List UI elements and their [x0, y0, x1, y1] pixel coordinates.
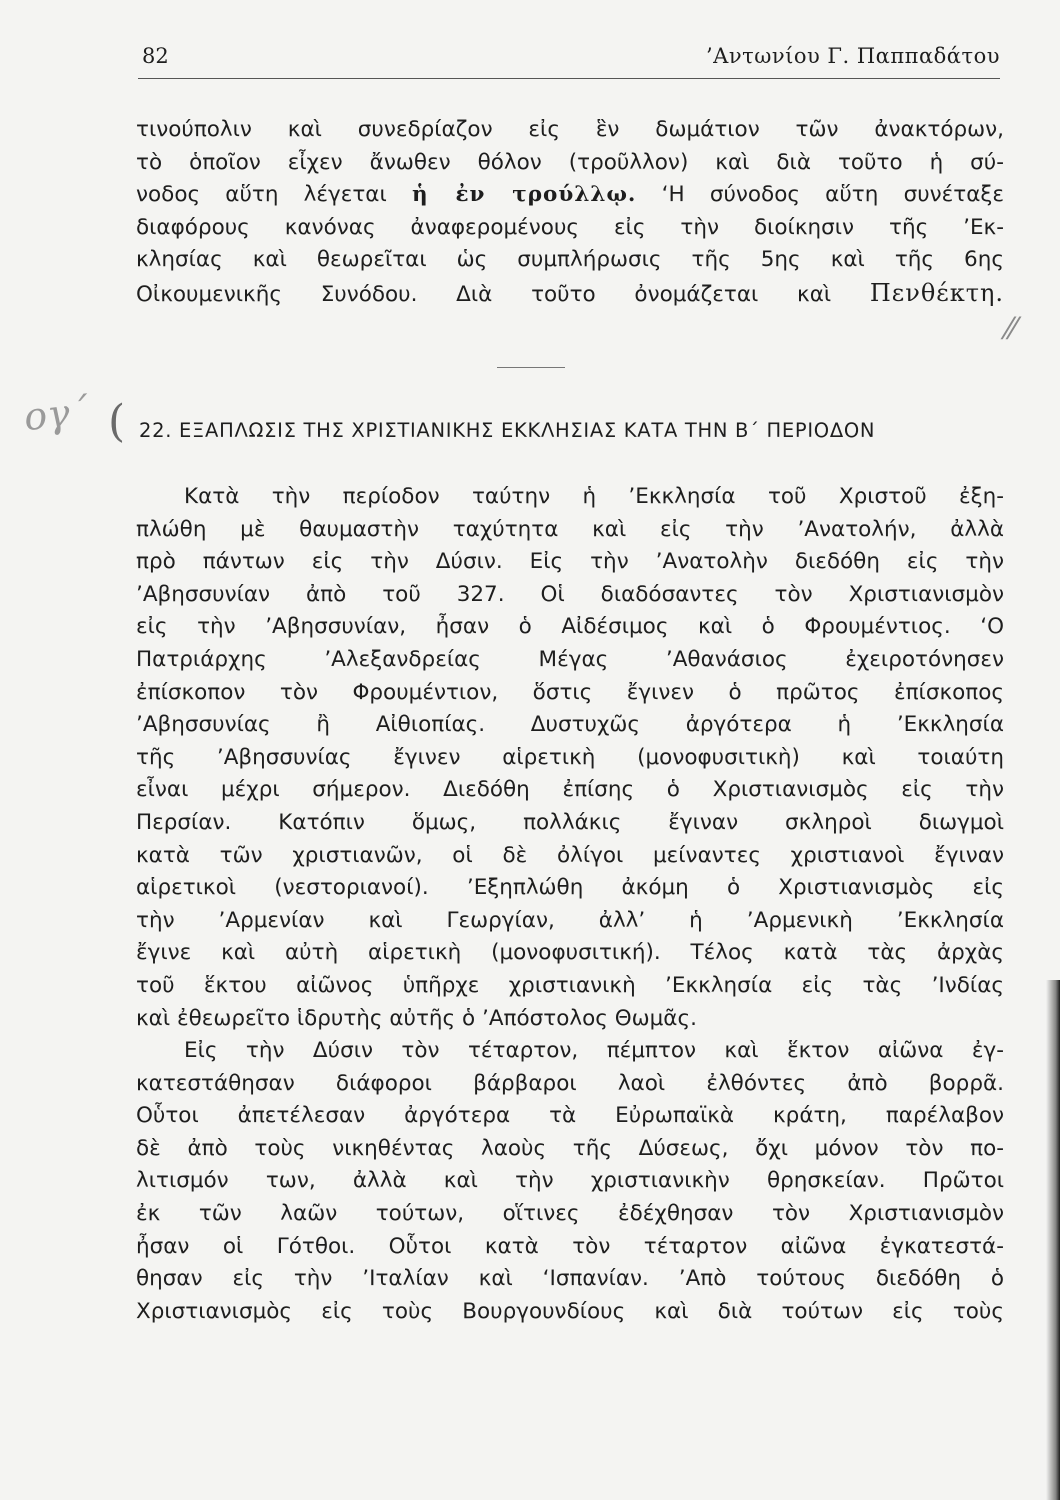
text-line: Κατὰ τὴν περίοδον ταύτην ἡ ’Εκκλησία τοῦ Χριστοῦ ἐξη-: [184, 484, 1004, 509]
text-line: αἱρετικοὶ (νεστοριανοί). ’Εξηπλώθη ἀκόμη ὁ Χριστιανισμὸς εἰς: [136, 875, 1004, 901]
text-segment: Οἰκουμενικῆς Συνόδου. Διὰ τοῦτο ὀνομάζεται καὶ: [136, 281, 870, 307]
text-line: τὸ ὁποῖον εἶχεν ἄνωθεν θόλον (τροῦλλον) καὶ διὰ τοῦτο ἡ σύ-: [136, 149, 1004, 175]
text-line: εἶναι μέχρι σήμερον. Διεδόθη ἐπίσης ὁ Χριστιανισμὸς εἰς τὴν: [136, 777, 1004, 803]
section-heading: 22. ΕΞΑΠΛΩΣΙΣ ΤΗΣ ΧΡΙΣΤΙΑΝΙΚΗΣ ΕΚΚΛΗΣΙΑΣ ΚΑΤΑ ΤΗΝ Β΄ ΠΕΡΙΟΔΟΝ: [139, 419, 876, 442]
text-line: κατεστάθησαν διάφοροι βάρβαροι λαοὶ ἐλθόντες ἀπὸ βορρᾶ.: [136, 1070, 1004, 1096]
emphasis-penthekti: Πενθέκτη.: [869, 278, 1004, 307]
text-line: λιτισμόν των, ἀλλὰ καὶ τὴν χριστιανικὴν θρησκείαν. Πρῶτοι: [136, 1168, 1004, 1194]
paragraph-2: [136, 481, 1004, 1328]
text-line: [136, 179, 1004, 212]
text-line: θησαν εἰς τὴν ’Ιταλίαν καὶ ‘Ισπανίαν. ’Απὸ τούτους διεδόθη ὁ: [136, 1266, 1004, 1292]
header-rule: [138, 78, 1000, 79]
text-line: διαφόρους κανόνας ἀναφερομένους εἰς τὴν διοίκησιν τῆς ’Εκ-: [136, 214, 1004, 240]
text-line: ἐπίσκοπον τὸν Φρουμέντιον, ὅστις ἔγινεν ὁ πρῶτος ἐπίσκοπος: [136, 679, 1004, 705]
page-edge-shadow: [1046, 980, 1060, 1500]
margin-scribble: ογ´: [21, 388, 91, 440]
text-line: τοῦ ἕκτου αἰῶνος ὑπῆρχε χριστιανικὴ ’Εκκλησία εἰς τὰς ’Ινδίας: [136, 972, 1004, 998]
text-line: Πατριάρχης ’Αλεξανδρείας Μέγας ’Αθανάσιος ἐχειροτόνησεν: [136, 646, 1004, 672]
emphasis-troullo: ἡ ἐν τρούλλῳ.: [411, 182, 637, 208]
text-segment: ‘Η σύνοδος αὕτη συνέταξε: [636, 182, 1004, 208]
section-separator: [497, 367, 565, 368]
text-line: κατὰ τῶν χριστιανῶν, οἱ δὲ ὀλίγοι μείναντες χριστιανοὶ ἔγιναν: [136, 842, 1004, 868]
text-line: Εἰς τὴν Δύσιν τὸν τέταρτον, πέμπτον καὶ ἕκτον αἰῶνα ἐγ-: [184, 1038, 1004, 1064]
text-segment: νοδος αὕτη λέγεται: [136, 182, 412, 208]
paragraph-1: [136, 114, 1004, 310]
text-line: τῆς ’Αβησσυνίας ἔγινεν αἱρετικὴ (μονοφυσιτικὴ) καὶ τοιαύτη: [136, 744, 1004, 770]
text-line: Χριστιανισμὸς εἰς τοὺς Βουργουνδίους καὶ διὰ τούτων εἰς τοὺς: [136, 1298, 1004, 1324]
text-line: δὲ ἀπὸ τοὺς νικηθέντας λαοὺς τῆς Δύσεως, ὄχι μόνον τὸν πο-: [136, 1135, 1004, 1161]
text-line: τινούπολιν καὶ συνεδρίαζον εἰς ἓν δωμάτιον τῶν ἀνακτόρων,: [136, 117, 1004, 142]
margin-bracket: (: [108, 396, 126, 447]
text-line: τὴν ’Αρμενίαν καὶ Γεωργίαν, ἀλλ’ ἡ ’Αρμενικὴ ’Εκκλησία: [136, 907, 1004, 933]
page-header: [138, 44, 1000, 78]
text-line: καὶ ἐθεωρεῖτο ἱδρυτὴς αὐτῆς ὁ ’Απόστολος Θωμᾶς.: [136, 1005, 697, 1031]
text-line: πλώθη μὲ θαυμαστὴν ταχύτητα καὶ εἰς τὴν ’Ανατολήν, ἀλλὰ: [136, 516, 1004, 542]
text-line: κλησίας καὶ θεωρεῖται ὡς συμπλήρωσις τῆς 5ης καὶ τῆς 6ης: [136, 247, 1004, 273]
page-number: 82: [142, 44, 169, 68]
text-line: ἦσαν οἱ Γότθοι. Οὗτοι κατὰ τὸν τέταρτον αἰῶνα ἐγκατεστά-: [136, 1233, 1004, 1259]
text-line: πρὸ πάντων εἰς τὴν Δύσιν. Εἰς τὴν ’Ανατολὴν διεδόθη εἰς τὴν: [136, 549, 1004, 575]
text-line: Οὗτοι ἀπετέλεσαν ἀργότερα τὰ Εὐρωπαϊκὰ κράτη, παρέλαβον: [136, 1103, 1004, 1129]
text-line: ’Αβησσυνίαν ἀπὸ τοῦ 327. Οἱ διαδόσαντες τὸν Χριστιανισμὸν: [136, 581, 1004, 607]
text-line: εἰς τὴν ’Αβησσυνίαν, ἦσαν ὁ Αἰδέσιμος καὶ ὁ Φρουμέντιος. ‘Ο: [136, 614, 1004, 640]
text-line: ἐκ τῶν λαῶν τούτων, οἵτινες ἐδέχθησαν τὸν Χριστιανισμὸν: [136, 1201, 1004, 1227]
text-line: ἔγινε καὶ αὐτὴ αἱρετικὴ (μονοφυσιτική). Τέλος κατὰ τὰς ἀρχὰς: [136, 940, 1004, 966]
text-line: [136, 277, 1004, 310]
margin-side-mark: ⁄⁄: [1006, 312, 1017, 347]
text-line: Περσίαν. Κατόπιν ὅμως, πολλάκις ἔγιναν σκληροὶ διωγμοὶ: [136, 809, 1004, 835]
text-line: ’Αβησσυνίας ἢ Αἰθιοπίας. Δυστυχῶς ἀργότερα ἡ ’Εκκλησία: [136, 712, 1004, 738]
running-title: ’Αντωνίου Γ. Παππαδάτου: [706, 44, 1000, 68]
